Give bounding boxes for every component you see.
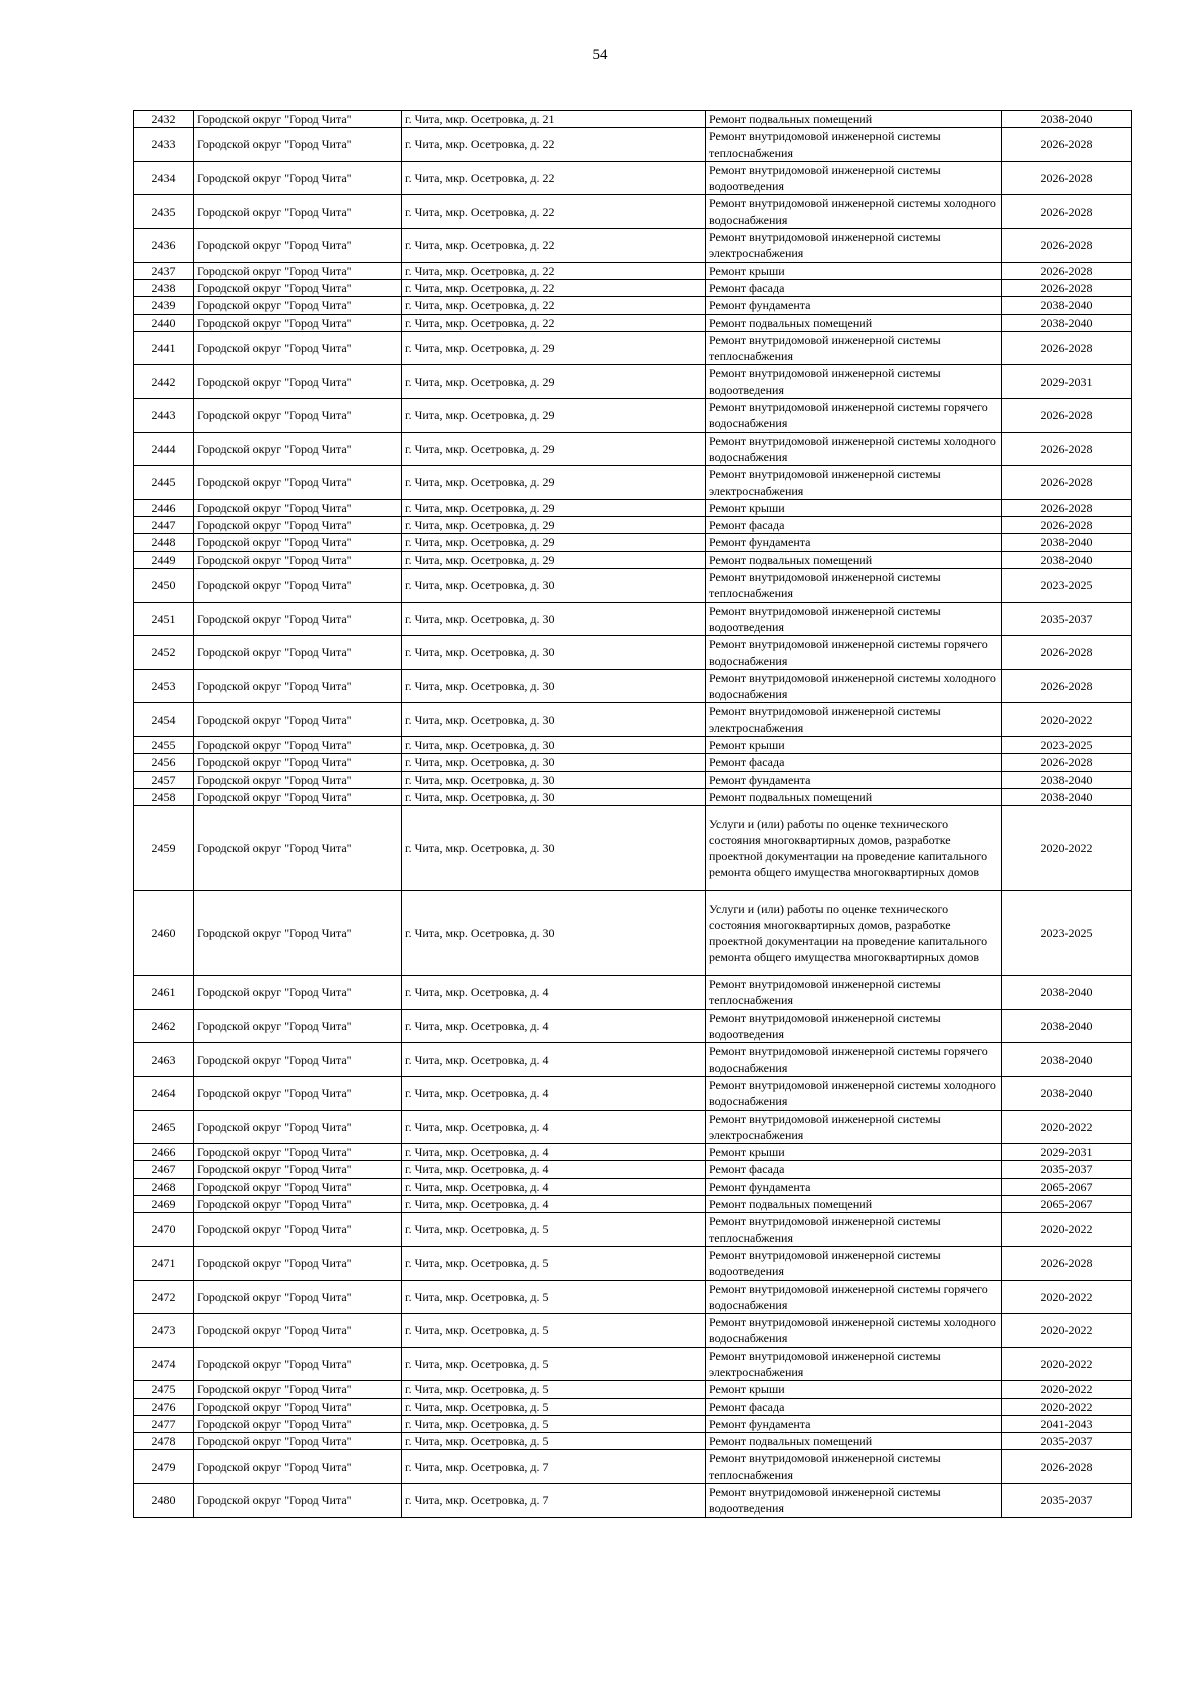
cell-work: Ремонт внутридомовой инженерной системы теплоснабжения <box>706 1213 1002 1247</box>
cell-period: 2038-2040 <box>1002 1043 1132 1077</box>
cell-period: 2026-2028 <box>1002 636 1132 670</box>
cell-municipality: Городской округ "Город Чита" <box>194 499 402 516</box>
cell-municipality: Городской округ "Город Чита" <box>194 1178 402 1195</box>
table-row <box>134 534 1132 551</box>
cell-address: г. Чита, мкр. Осетровка, д. 5 <box>402 1398 706 1415</box>
cell-work: Ремонт подвальных помещений <box>706 788 1002 805</box>
cell-address: г. Чита, мкр. Осетровка, д. 4 <box>402 1110 706 1144</box>
cell-period: 2020-2022 <box>1002 1314 1132 1348</box>
cell-municipality: Городской округ "Город Чита" <box>194 331 402 365</box>
cell-period: 2026-2028 <box>1002 1246 1132 1280</box>
cell-num: 2461 <box>134 976 194 1010</box>
cell-period: 2026-2028 <box>1002 279 1132 296</box>
cell-num: 2471 <box>134 1246 194 1280</box>
cell-period: 2020-2022 <box>1002 1381 1132 1398</box>
cell-municipality: Городской округ "Город Чита" <box>194 771 402 788</box>
table-row <box>134 1398 1132 1415</box>
cell-address: г. Чита, мкр. Осетровка, д. 5 <box>402 1347 706 1381</box>
cell-num: 2473 <box>134 1314 194 1348</box>
cell-work: Ремонт внутридомовой инженерной системы водоотведения <box>706 1484 1002 1518</box>
cell-address: г. Чита, мкр. Осетровка, д. 4 <box>402 1144 706 1161</box>
cell-num: 2438 <box>134 279 194 296</box>
table-row <box>134 517 1132 534</box>
cell-num: 2434 <box>134 161 194 195</box>
table-row <box>134 314 1132 331</box>
cell-num: 2474 <box>134 1347 194 1381</box>
cell-period: 2020-2022 <box>1002 806 1132 891</box>
cell-address: г. Чита, мкр. Осетровка, д. 22 <box>402 314 706 331</box>
table-row <box>134 1450 1132 1484</box>
cell-municipality: Городской округ "Город Чита" <box>194 1246 402 1280</box>
cell-period: 2065-2067 <box>1002 1178 1132 1195</box>
cell-municipality: Городской округ "Город Чита" <box>194 788 402 805</box>
cell-num: 2448 <box>134 534 194 551</box>
cell-period: 2026-2028 <box>1002 229 1132 263</box>
cell-work: Ремонт фасада <box>706 517 1002 534</box>
cell-address: г. Чита, мкр. Осетровка, д. 4 <box>402 1009 706 1043</box>
cell-num: 2446 <box>134 499 194 516</box>
table-row <box>134 1009 1132 1043</box>
table-row <box>134 1110 1132 1144</box>
cell-municipality: Городской округ "Город Чита" <box>194 314 402 331</box>
cell-num: 2440 <box>134 314 194 331</box>
cell-work: Ремонт фасада <box>706 1161 1002 1178</box>
cell-address: г. Чита, мкр. Осетровка, д. 4 <box>402 976 706 1010</box>
cell-work: Ремонт внутридомовой инженерной системы водоотведения <box>706 1246 1002 1280</box>
table-row <box>134 432 1132 466</box>
table-row <box>134 1196 1132 1213</box>
table-row <box>134 279 1132 296</box>
cell-work: Ремонт подвальных помещений <box>706 314 1002 331</box>
cell-period: 2026-2028 <box>1002 754 1132 771</box>
cell-period: 2029-2031 <box>1002 365 1132 399</box>
cell-period: 2038-2040 <box>1002 1076 1132 1110</box>
cell-period: 2026-2028 <box>1002 331 1132 365</box>
table-row <box>134 466 1132 500</box>
cell-municipality: Городской округ "Город Чита" <box>194 1433 402 1450</box>
cell-work: Ремонт крыши <box>706 736 1002 753</box>
cell-address: г. Чита, мкр. Осетровка, д. 4 <box>402 1161 706 1178</box>
cell-municipality: Городской округ "Город Чита" <box>194 754 402 771</box>
cell-address: г. Чита, мкр. Осетровка, д. 22 <box>402 128 706 162</box>
cell-address: г. Чита, мкр. Осетровка, д. 22 <box>402 279 706 296</box>
table-row <box>134 1213 1132 1247</box>
table-row <box>134 754 1132 771</box>
table-row <box>134 1347 1132 1381</box>
cell-address: г. Чита, мкр. Осетровка, д. 30 <box>402 891 706 976</box>
table-row <box>134 1433 1132 1450</box>
cell-work: Ремонт внутридомовой инженерной системы горячего водоснабжения <box>706 1280 1002 1314</box>
cell-municipality: Городской округ "Город Чита" <box>194 1009 402 1043</box>
cell-work: Ремонт фасада <box>706 279 1002 296</box>
cell-municipality: Городской округ "Город Чита" <box>194 1314 402 1348</box>
table-row <box>134 1076 1132 1110</box>
cell-period: 2038-2040 <box>1002 771 1132 788</box>
cell-municipality: Городской округ "Город Чита" <box>194 1076 402 1110</box>
cell-work: Ремонт подвальных помещений <box>706 1433 1002 1450</box>
cell-work: Ремонт крыши <box>706 1144 1002 1161</box>
cell-address: г. Чита, мкр. Осетровка, д. 22 <box>402 195 706 229</box>
cell-num: 2469 <box>134 1196 194 1213</box>
cell-num: 2465 <box>134 1110 194 1144</box>
cell-municipality: Городской округ "Город Чита" <box>194 636 402 670</box>
cell-address: г. Чита, мкр. Осетровка, д. 5 <box>402 1246 706 1280</box>
table-row <box>134 1415 1132 1432</box>
cell-address: г. Чита, мкр. Осетровка, д. 4 <box>402 1076 706 1110</box>
cell-address: г. Чита, мкр. Осетровка, д. 29 <box>402 551 706 568</box>
cell-period: 2020-2022 <box>1002 703 1132 737</box>
table-row <box>134 806 1132 891</box>
cell-work: Ремонт фундамента <box>706 771 1002 788</box>
cell-period: 2065-2067 <box>1002 1196 1132 1213</box>
table-row <box>134 1314 1132 1348</box>
cell-work: Ремонт внутридомовой инженерной системы электроснабжения <box>706 1347 1002 1381</box>
cell-address: г. Чита, мкр. Осетровка, д. 29 <box>402 331 706 365</box>
cell-period: 2023-2025 <box>1002 569 1132 603</box>
cell-work: Ремонт внутридомовой инженерной системы холодного водоснабжения <box>706 1314 1002 1348</box>
cell-work: Ремонт внутридомовой инженерной системы электроснабжения <box>706 1110 1002 1144</box>
cell-num: 2432 <box>134 111 194 128</box>
cell-municipality: Городской округ "Город Чита" <box>194 279 402 296</box>
cell-num: 2477 <box>134 1415 194 1432</box>
cell-period: 2026-2028 <box>1002 466 1132 500</box>
table-row <box>134 399 1132 433</box>
cell-address: г. Чита, мкр. Осетровка, д. 5 <box>402 1280 706 1314</box>
cell-num: 2475 <box>134 1381 194 1398</box>
cell-municipality: Городской округ "Город Чита" <box>194 128 402 162</box>
cell-period: 2026-2028 <box>1002 1450 1132 1484</box>
table-row <box>134 1484 1132 1518</box>
table-row <box>134 636 1132 670</box>
cell-num: 2467 <box>134 1161 194 1178</box>
cell-num: 2453 <box>134 669 194 703</box>
table-body <box>134 111 1132 1518</box>
cell-num: 2459 <box>134 806 194 891</box>
table-row <box>134 1043 1132 1077</box>
cell-period: 2038-2040 <box>1002 314 1132 331</box>
table-row <box>134 331 1132 365</box>
table-row <box>134 195 1132 229</box>
cell-num: 2452 <box>134 636 194 670</box>
cell-municipality: Городской округ "Город Чита" <box>194 1043 402 1077</box>
cell-work: Ремонт крыши <box>706 499 1002 516</box>
cell-num: 2470 <box>134 1213 194 1247</box>
cell-period: 2026-2028 <box>1002 195 1132 229</box>
cell-address: г. Чита, мкр. Осетровка, д. 4 <box>402 1043 706 1077</box>
cell-period: 2026-2028 <box>1002 161 1132 195</box>
cell-municipality: Городской округ "Город Чита" <box>194 517 402 534</box>
cell-period: 2041-2043 <box>1002 1415 1132 1432</box>
cell-work: Ремонт внутридомовой инженерной системы водоотведения <box>706 1009 1002 1043</box>
cell-period: 2038-2040 <box>1002 976 1132 1010</box>
cell-address: г. Чита, мкр. Осетровка, д. 30 <box>402 788 706 805</box>
cell-address: г. Чита, мкр. Осетровка, д. 21 <box>402 111 706 128</box>
cell-num: 2436 <box>134 229 194 263</box>
cell-num: 2445 <box>134 466 194 500</box>
cell-work: Ремонт фасада <box>706 1398 1002 1415</box>
cell-num: 2444 <box>134 432 194 466</box>
cell-municipality: Городской округ "Город Чита" <box>194 669 402 703</box>
cell-period: 2035-2037 <box>1002 1161 1132 1178</box>
cell-address: г. Чита, мкр. Осетровка, д. 30 <box>402 754 706 771</box>
cell-work: Ремонт внутридомовой инженерной системы холодного водоснабжения <box>706 1076 1002 1110</box>
cell-work: Ремонт внутридомовой инженерной системы теплоснабжения <box>706 128 1002 162</box>
table-row <box>134 1381 1132 1398</box>
cell-period: 2038-2040 <box>1002 111 1132 128</box>
cell-work: Ремонт внутридомовой инженерной системы водоотведения <box>706 602 1002 636</box>
cell-num: 2463 <box>134 1043 194 1077</box>
cell-address: г. Чита, мкр. Осетровка, д. 30 <box>402 669 706 703</box>
cell-municipality: Городской округ "Город Чита" <box>194 262 402 279</box>
cell-num: 2447 <box>134 517 194 534</box>
cell-municipality: Городской округ "Город Чита" <box>194 806 402 891</box>
cell-municipality: Городской округ "Город Чита" <box>194 365 402 399</box>
cell-address: г. Чита, мкр. Осетровка, д. 5 <box>402 1314 706 1348</box>
cell-num: 2433 <box>134 128 194 162</box>
cell-num: 2464 <box>134 1076 194 1110</box>
cell-municipality: Городской округ "Город Чита" <box>194 1415 402 1432</box>
cell-period: 2020-2022 <box>1002 1280 1132 1314</box>
table-row <box>134 736 1132 753</box>
cell-municipality: Городской округ "Город Чита" <box>194 891 402 976</box>
cell-municipality: Городской округ "Город Чита" <box>194 111 402 128</box>
cell-work: Услуги и (или) работы по оценке технического состояния многоквартирных домов, разработке проектной документации на проведение капитального ремонта общего имущества многоквартирных домов <box>706 891 1002 976</box>
cell-work: Ремонт внутридомовой инженерной системы горячего водоснабжения <box>706 1043 1002 1077</box>
cell-num: 2439 <box>134 297 194 314</box>
cell-period: 2023-2025 <box>1002 891 1132 976</box>
cell-municipality: Городской округ "Город Чита" <box>194 161 402 195</box>
cell-work: Ремонт внутридомовой инженерной системы холодного водоснабжения <box>706 432 1002 466</box>
cell-municipality: Городской округ "Город Чита" <box>194 1484 402 1518</box>
table-row <box>134 669 1132 703</box>
cell-work: Ремонт подвальных помещений <box>706 551 1002 568</box>
cell-work: Ремонт подвальных помещений <box>706 111 1002 128</box>
cell-address: г. Чита, мкр. Осетровка, д. 29 <box>402 466 706 500</box>
cell-num: 2441 <box>134 331 194 365</box>
table-row <box>134 297 1132 314</box>
cell-address: г. Чита, мкр. Осетровка, д. 30 <box>402 771 706 788</box>
cell-work: Ремонт внутридомовой инженерной системы холодного водоснабжения <box>706 669 1002 703</box>
cell-period: 2035-2037 <box>1002 1484 1132 1518</box>
cell-num: 2442 <box>134 365 194 399</box>
cell-work: Ремонт внутридомовой инженерной системы теплоснабжения <box>706 569 1002 603</box>
cell-work: Ремонт фундамента <box>706 534 1002 551</box>
cell-address: г. Чита, мкр. Осетровка, д. 30 <box>402 703 706 737</box>
cell-address: г. Чита, мкр. Осетровка, д. 30 <box>402 569 706 603</box>
table-row <box>134 229 1132 263</box>
cell-period: 2020-2022 <box>1002 1213 1132 1247</box>
cell-period: 2026-2028 <box>1002 432 1132 466</box>
cell-municipality: Городской округ "Город Чита" <box>194 602 402 636</box>
cell-period: 2020-2022 <box>1002 1347 1132 1381</box>
cell-num: 2466 <box>134 1144 194 1161</box>
cell-address: г. Чита, мкр. Осетровка, д. 29 <box>402 499 706 516</box>
cell-address: г. Чита, мкр. Осетровка, д. 4 <box>402 1178 706 1195</box>
cell-num: 2450 <box>134 569 194 603</box>
cell-num: 2478 <box>134 1433 194 1450</box>
cell-period: 2038-2040 <box>1002 534 1132 551</box>
table-row <box>134 365 1132 399</box>
cell-num: 2456 <box>134 754 194 771</box>
cell-address: г. Чита, мкр. Осетровка, д. 5 <box>402 1381 706 1398</box>
table-row <box>134 976 1132 1010</box>
table-row <box>134 111 1132 128</box>
cell-num: 2454 <box>134 703 194 737</box>
cell-address: г. Чита, мкр. Осетровка, д. 29 <box>402 365 706 399</box>
table-row <box>134 1144 1132 1161</box>
cell-address: г. Чита, мкр. Осетровка, д. 29 <box>402 399 706 433</box>
cell-municipality: Городской округ "Город Чита" <box>194 534 402 551</box>
table-row <box>134 161 1132 195</box>
cell-municipality: Городской округ "Город Чита" <box>194 1144 402 1161</box>
cell-num: 2460 <box>134 891 194 976</box>
cell-num: 2476 <box>134 1398 194 1415</box>
cell-num: 2437 <box>134 262 194 279</box>
cell-address: г. Чита, мкр. Осетровка, д. 22 <box>402 262 706 279</box>
cell-work: Ремонт фундамента <box>706 1415 1002 1432</box>
cell-num: 2443 <box>134 399 194 433</box>
table-row <box>134 1280 1132 1314</box>
cell-num: 2468 <box>134 1178 194 1195</box>
page-number: 54 <box>592 47 608 63</box>
cell-period: 2020-2022 <box>1002 1110 1132 1144</box>
cell-municipality: Городской округ "Город Чита" <box>194 569 402 603</box>
cell-work: Ремонт внутридомовой инженерной системы горячего водоснабжения <box>706 399 1002 433</box>
cell-work: Ремонт подвальных помещений <box>706 1196 1002 1213</box>
cell-municipality: Городской округ "Город Чита" <box>194 703 402 737</box>
table-row <box>134 499 1132 516</box>
table-row <box>134 1178 1132 1195</box>
cell-period: 2026-2028 <box>1002 669 1132 703</box>
cell-municipality: Городской округ "Город Чита" <box>194 736 402 753</box>
cell-address: г. Чита, мкр. Осетровка, д. 5 <box>402 1433 706 1450</box>
cell-num: 2435 <box>134 195 194 229</box>
cell-period: 2038-2040 <box>1002 788 1132 805</box>
cell-municipality: Городской округ "Город Чита" <box>194 1450 402 1484</box>
cell-period: 2038-2040 <box>1002 297 1132 314</box>
cell-period: 2035-2037 <box>1002 602 1132 636</box>
table-row <box>134 551 1132 568</box>
cell-work: Ремонт фундамента <box>706 1178 1002 1195</box>
table-row <box>134 1161 1132 1178</box>
table-row <box>134 128 1132 162</box>
cell-work: Ремонт крыши <box>706 262 1002 279</box>
cell-period: 2023-2025 <box>1002 736 1132 753</box>
cell-work: Ремонт внутридомовой инженерной системы водоотведения <box>706 161 1002 195</box>
cell-municipality: Городской округ "Город Чита" <box>194 432 402 466</box>
cell-period: 2035-2037 <box>1002 1433 1132 1450</box>
cell-work: Ремонт внутридомовой инженерной системы горячего водоснабжения <box>706 636 1002 670</box>
table-row <box>134 891 1132 976</box>
cell-work: Ремонт внутридомовой инженерной системы теплоснабжения <box>706 976 1002 1010</box>
cell-address: г. Чита, мкр. Осетровка, д. 4 <box>402 1196 706 1213</box>
cell-address: г. Чита, мкр. Осетровка, д. 22 <box>402 161 706 195</box>
cell-period: 2026-2028 <box>1002 517 1132 534</box>
table-row <box>134 703 1132 737</box>
cell-num: 2480 <box>134 1484 194 1518</box>
cell-work: Ремонт фундамента <box>706 297 1002 314</box>
cell-work: Ремонт крыши <box>706 1381 1002 1398</box>
cell-address: г. Чита, мкр. Осетровка, д. 22 <box>402 297 706 314</box>
cell-municipality: Городской округ "Город Чита" <box>194 1398 402 1415</box>
table-row <box>134 262 1132 279</box>
cell-work: Ремонт внутридомовой инженерной системы теплоснабжения <box>706 1450 1002 1484</box>
cell-municipality: Городской округ "Город Чита" <box>194 297 402 314</box>
cell-period: 2026-2028 <box>1002 128 1132 162</box>
cell-address: г. Чита, мкр. Осетровка, д. 30 <box>402 806 706 891</box>
cell-work: Ремонт внутридомовой инженерной системы электроснабжения <box>706 229 1002 263</box>
cell-work: Ремонт внутридомовой инженерной системы холодного водоснабжения <box>706 195 1002 229</box>
cell-period: 2026-2028 <box>1002 262 1132 279</box>
cell-num: 2457 <box>134 771 194 788</box>
cell-num: 2479 <box>134 1450 194 1484</box>
table-row <box>134 1246 1132 1280</box>
cell-work: Услуги и (или) работы по оценке технического состояния многоквартирных домов, разработке проектной документации на проведение капитального ремонта общего имущества многоквартирных домов <box>706 806 1002 891</box>
cell-period: 2020-2022 <box>1002 1398 1132 1415</box>
cell-municipality: Городской округ "Город Чита" <box>194 551 402 568</box>
cell-num: 2455 <box>134 736 194 753</box>
cell-period: 2038-2040 <box>1002 1009 1132 1043</box>
cell-municipality: Городской округ "Город Чита" <box>194 1381 402 1398</box>
table-row <box>134 602 1132 636</box>
cell-period: 2026-2028 <box>1002 499 1132 516</box>
cell-work: Ремонт внутридомовой инженерной системы теплоснабжения <box>706 331 1002 365</box>
table-row <box>134 771 1132 788</box>
cell-municipality: Городской округ "Город Чита" <box>194 1110 402 1144</box>
cell-municipality: Городской округ "Город Чита" <box>194 1161 402 1178</box>
cell-address: г. Чита, мкр. Осетровка, д. 29 <box>402 534 706 551</box>
cell-address: г. Чита, мкр. Осетровка, д. 5 <box>402 1415 706 1432</box>
cell-period: 2029-2031 <box>1002 1144 1132 1161</box>
cell-municipality: Городской округ "Город Чита" <box>194 1347 402 1381</box>
cell-municipality: Городской округ "Город Чита" <box>194 195 402 229</box>
cell-address: г. Чита, мкр. Осетровка, д. 30 <box>402 636 706 670</box>
cell-num: 2458 <box>134 788 194 805</box>
cell-municipality: Городской округ "Город Чита" <box>194 229 402 263</box>
cell-work: Ремонт внутридомовой инженерной системы электроснабжения <box>706 466 1002 500</box>
cell-municipality: Городской округ "Город Чита" <box>194 1280 402 1314</box>
cell-address: г. Чита, мкр. Осетровка, д. 30 <box>402 736 706 753</box>
cell-work: Ремонт внутридомовой инженерной системы электроснабжения <box>706 703 1002 737</box>
cell-municipality: Городской округ "Город Чита" <box>194 976 402 1010</box>
cell-address: г. Чита, мкр. Осетровка, д. 5 <box>402 1213 706 1247</box>
cell-num: 2462 <box>134 1009 194 1043</box>
cell-address: г. Чита, мкр. Осетровка, д. 7 <box>402 1450 706 1484</box>
cell-municipality: Городской округ "Город Чита" <box>194 1213 402 1247</box>
table-row <box>134 788 1132 805</box>
table-row <box>134 569 1132 603</box>
cell-work: Ремонт фасада <box>706 754 1002 771</box>
capital-repair-table <box>133 110 1132 1518</box>
cell-municipality: Городской округ "Город Чита" <box>194 466 402 500</box>
cell-municipality: Городской округ "Город Чита" <box>194 1196 402 1213</box>
cell-address: г. Чита, мкр. Осетровка, д. 29 <box>402 432 706 466</box>
cell-period: 2038-2040 <box>1002 551 1132 568</box>
cell-address: г. Чита, мкр. Осетровка, д. 29 <box>402 517 706 534</box>
cell-period: 2026-2028 <box>1002 399 1132 433</box>
cell-address: г. Чита, мкр. Осетровка, д. 22 <box>402 229 706 263</box>
cell-num: 2449 <box>134 551 194 568</box>
cell-municipality: Городской округ "Город Чита" <box>194 399 402 433</box>
cell-num: 2472 <box>134 1280 194 1314</box>
cell-address: г. Чита, мкр. Осетровка, д. 7 <box>402 1484 706 1518</box>
cell-work: Ремонт внутридомовой инженерной системы водоотведения <box>706 365 1002 399</box>
cell-address: г. Чита, мкр. Осетровка, д. 30 <box>402 602 706 636</box>
cell-num: 2451 <box>134 602 194 636</box>
